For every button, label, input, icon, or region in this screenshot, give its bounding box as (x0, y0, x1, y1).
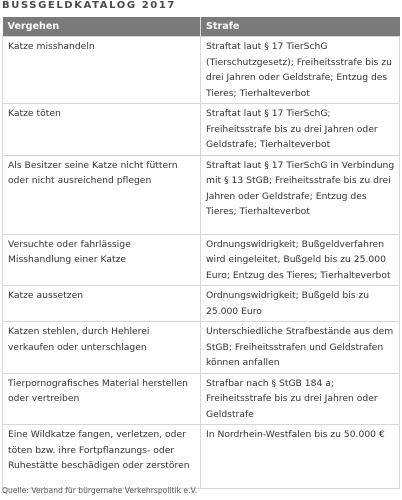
penalty-cell: Ordnungswidrigkeit; Bußgeld bis zu 25.000 Euro (201, 286, 400, 322)
penalty-cell: Straftat laut § 17 TierSchG (Tierschutzgesetz); Freiheitsstrafe bis zu drei Jahren oder Geldstrafe; Entzug des Tieres; Tierhalteverbot (201, 37, 400, 104)
offense-cell: Versuchte oder fahrlässige Misshandlung einer Katze (3, 234, 201, 286)
offense-cell: Katzen stehlen, durch Hehlerei verkaufen oder unterschlagen (3, 322, 201, 374)
penalty-cell: Straftat laut § 17 TierSchG in Verbindung mit § 13 StGB; Freiheitsstrafe bis zu drei Jahren oder Geldstrafe; Entzug des Tieres; Tierhalteverbot (201, 155, 400, 234)
penalty-cell: In Nordrhein-Westfalen bis zu 50.000 € (201, 425, 400, 489)
column-header-offense: Vergehen (3, 17, 201, 37)
table-row (3, 234, 400, 286)
table-row (3, 155, 400, 234)
offense-cell: Tierpornografisches Material herstellen oder vertreiben (3, 373, 201, 425)
table-row (3, 104, 400, 156)
penalty-cell: Straftat laut § 17 TierSchG; Freiheitsstrafe bis zu drei Jahren oder Geldstrafe; Tierhalteverbot (201, 104, 400, 156)
source-note: Quelle: Verband für bürgernahe Verkehrspolitik e.V. (2, 486, 198, 495)
penalty-cell: Ordnungswidrigkeit; Bußgeldverfahren wird eingeleitet, Bußgeld bis zu 25.000 Euro; Entzug des Tieres; Tierhalteverbot (201, 234, 400, 286)
offense-cell: Als Besitzer seine Katze nicht füttern oder nicht ausreichend pflegen (3, 155, 201, 234)
table-row (3, 37, 400, 104)
offense-cell: Eine Wildkatze fangen, verletzen, oder töten bzw. ihre Fortpflanzungs- oder Ruhestätte beschädigen oder zerstören (3, 425, 201, 489)
offense-cell: Katze misshandeln (3, 37, 201, 104)
table-row (3, 286, 400, 322)
table-row (3, 322, 400, 374)
penalty-cell: Unterschiedliche Strafbestände aus dem StGB; Freiheitsstrafen und Geldstrafen können anfallen (201, 322, 400, 374)
offense-cell: Katze aussetzen (3, 286, 201, 322)
table-header-row (3, 17, 400, 37)
offense-cell: Katze töten (3, 104, 201, 156)
penalty-cell: Strafbar nach § StGB 184 a; Freiheitsstrafe bis zu drei Jahren oder Geldstrafe (201, 373, 400, 425)
page-title: BUSSGELDKATALOG 2017 (2, 0, 176, 11)
column-header-penalty: Strafe (201, 17, 400, 37)
table-row (3, 373, 400, 425)
table-row (3, 425, 400, 489)
fine-catalog-table (2, 17, 400, 489)
